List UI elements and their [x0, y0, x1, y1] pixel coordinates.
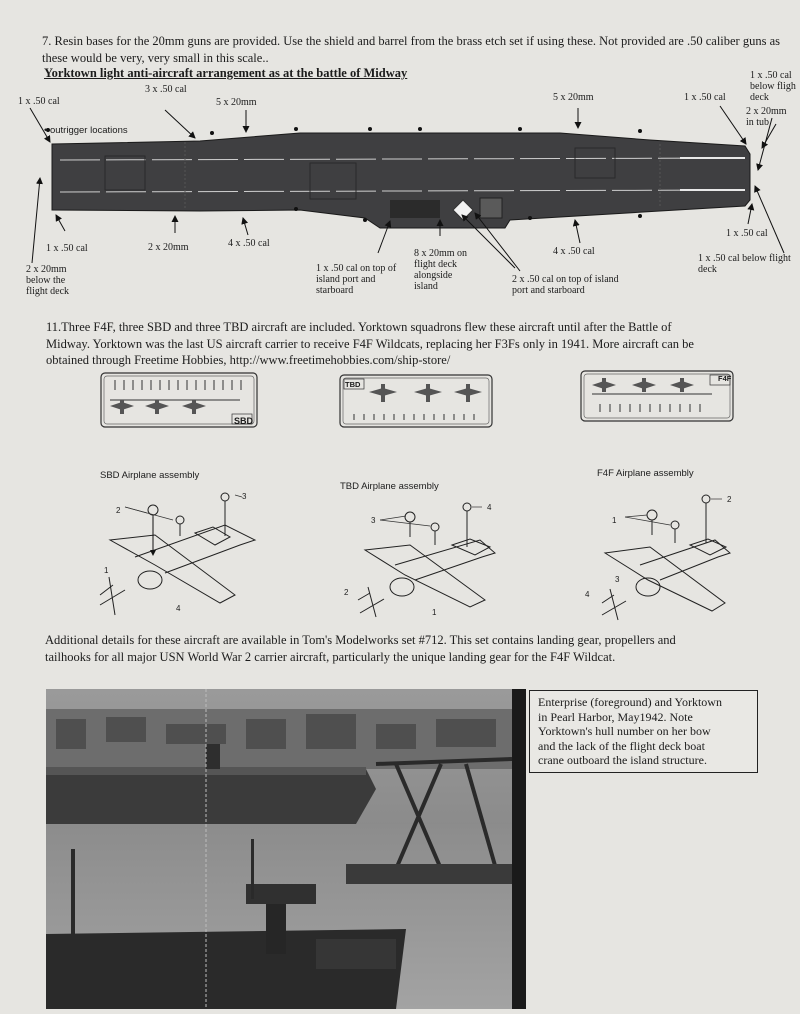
- aa-arrangement-heading: Yorktown light anti-aircraft arrangement as at the battle of Midway: [44, 66, 408, 80]
- pearl-harbor-photo: [46, 689, 526, 1009]
- sbd-part-2: 2: [116, 506, 121, 515]
- label-b-1x50-stern: 1 x .50 cal: [726, 228, 768, 239]
- sbd-part-3: 3: [242, 492, 247, 501]
- label-b-2x20-below: 2 x 20mm below the flight deck: [26, 264, 70, 297]
- tbd-sprue: [339, 374, 495, 430]
- section-11-line2: Midway. Yorktown was the last US aircraft carrier to receive F4F Wildcats, replacing her F3Fs only in 1941. More aircraft can be: [46, 336, 694, 351]
- f4f-part-3: 3: [615, 575, 620, 584]
- label-3x50: 3 x .50 cal: [145, 84, 187, 95]
- photo-caption: Enterprise (foreground) and Yorktown in Pearl Harbor, May1942. Note Yorktown's hull number on her bow and the lack of the flight deck boat crane outboard the island structure.: [529, 690, 758, 773]
- sbd-assembly-title: SBD Airplane assembly: [100, 470, 200, 481]
- f4f-part-2: 2: [727, 495, 732, 504]
- tbd-part-4: 4: [487, 503, 492, 512]
- tbd-sprue-label: TBD: [345, 380, 361, 389]
- label-1x50-below-deck-top: 1 x .50 cal below fligh deck: [750, 70, 796, 103]
- label-b-2x20: 2 x 20mm: [148, 242, 189, 253]
- details-paragraph: [45, 632, 785, 665]
- section-11-line3: obtained through Freetime Hobbies, http://www.freetimehobbies.com/ship-store/: [46, 353, 451, 367]
- sbd-sprue-label: SBD: [234, 416, 254, 426]
- tbd-assembly-title: TBD Airplane assembly: [340, 481, 439, 492]
- label-1x50-stern: 1 x .50 cal: [684, 92, 726, 103]
- label-b-4x50-a: 4 x .50 cal: [228, 238, 270, 249]
- details-line2: tailhooks for all major USN World War 2 carrier aircraft, particularly the unique landing gear for the F4F Wildcat.: [45, 649, 616, 664]
- outrigger-legend: • outrigger locations: [44, 125, 128, 136]
- f4f-part-4: 4: [585, 590, 590, 599]
- label-5x20-a: 5 x 20mm: [216, 97, 257, 108]
- label-5x20-b: 5 x 20mm: [553, 92, 594, 103]
- details-line1: Additional details for these aircraft are available in Tom's Modelworks set #712. This set contains landing gear, propellers and: [45, 633, 676, 647]
- label-b-8x20: 8 x 20mm on flight deck alongside island: [414, 248, 468, 292]
- sbd-assembly-drawing: [95, 485, 275, 625]
- tbd-part-1: 1: [432, 608, 437, 617]
- section-11-line1: 11.Three F4F, three SBD and three TBD aircraft are included. Yorktown squadrons flew these aircraft until after the Battle of: [46, 320, 672, 334]
- label-b-4x50-b: 4 x .50 cal: [553, 246, 595, 257]
- label-b-1x50-below-flight: 1 x .50 cal below flight deck: [698, 253, 791, 275]
- label-2x20-tub: 2 x 20mm in tub: [746, 106, 787, 128]
- f4f-assembly-title: F4F Airplane assembly: [597, 468, 694, 479]
- section-7-paragraph: [42, 33, 782, 66]
- tbd-part-3: 3: [371, 516, 376, 525]
- label-b-1x50: 1 x .50 cal: [46, 243, 88, 254]
- freetime-hobbies-link[interactable]: http://www.freetimehobbies.com/ship-store/: [229, 353, 451, 367]
- label-1x50-bow: 1 x .50 cal: [18, 96, 60, 107]
- f4f-sprue-label: F4F: [718, 374, 732, 383]
- label-b-2x50-island: 2 x .50 cal on top of island port and starboard: [512, 274, 619, 296]
- f4f-part-1: 1: [612, 516, 617, 525]
- f4f-sprue: [580, 370, 736, 424]
- label-b-1x50-island: 1 x .50 cal on top of island port and starboard: [316, 263, 397, 296]
- sbd-part-4: 4: [176, 604, 181, 613]
- sbd-part-1: 1: [104, 566, 109, 575]
- section-11-paragraph: [46, 319, 786, 369]
- outrigger-dot-icon: •: [44, 125, 48, 136]
- tbd-part-2: 2: [344, 588, 349, 597]
- tbd-assembly-drawing: [340, 495, 510, 625]
- section-7-text: 7. Resin bases for the 20mm guns are provided. Use the shield and barrel from the brass etch set if using these. Not provided are .50 caliber guns as these would be very, very small in this scale..: [42, 34, 781, 65]
- ship-diagram: [0, 78, 800, 308]
- f4f-assembly-drawing: [590, 485, 760, 625]
